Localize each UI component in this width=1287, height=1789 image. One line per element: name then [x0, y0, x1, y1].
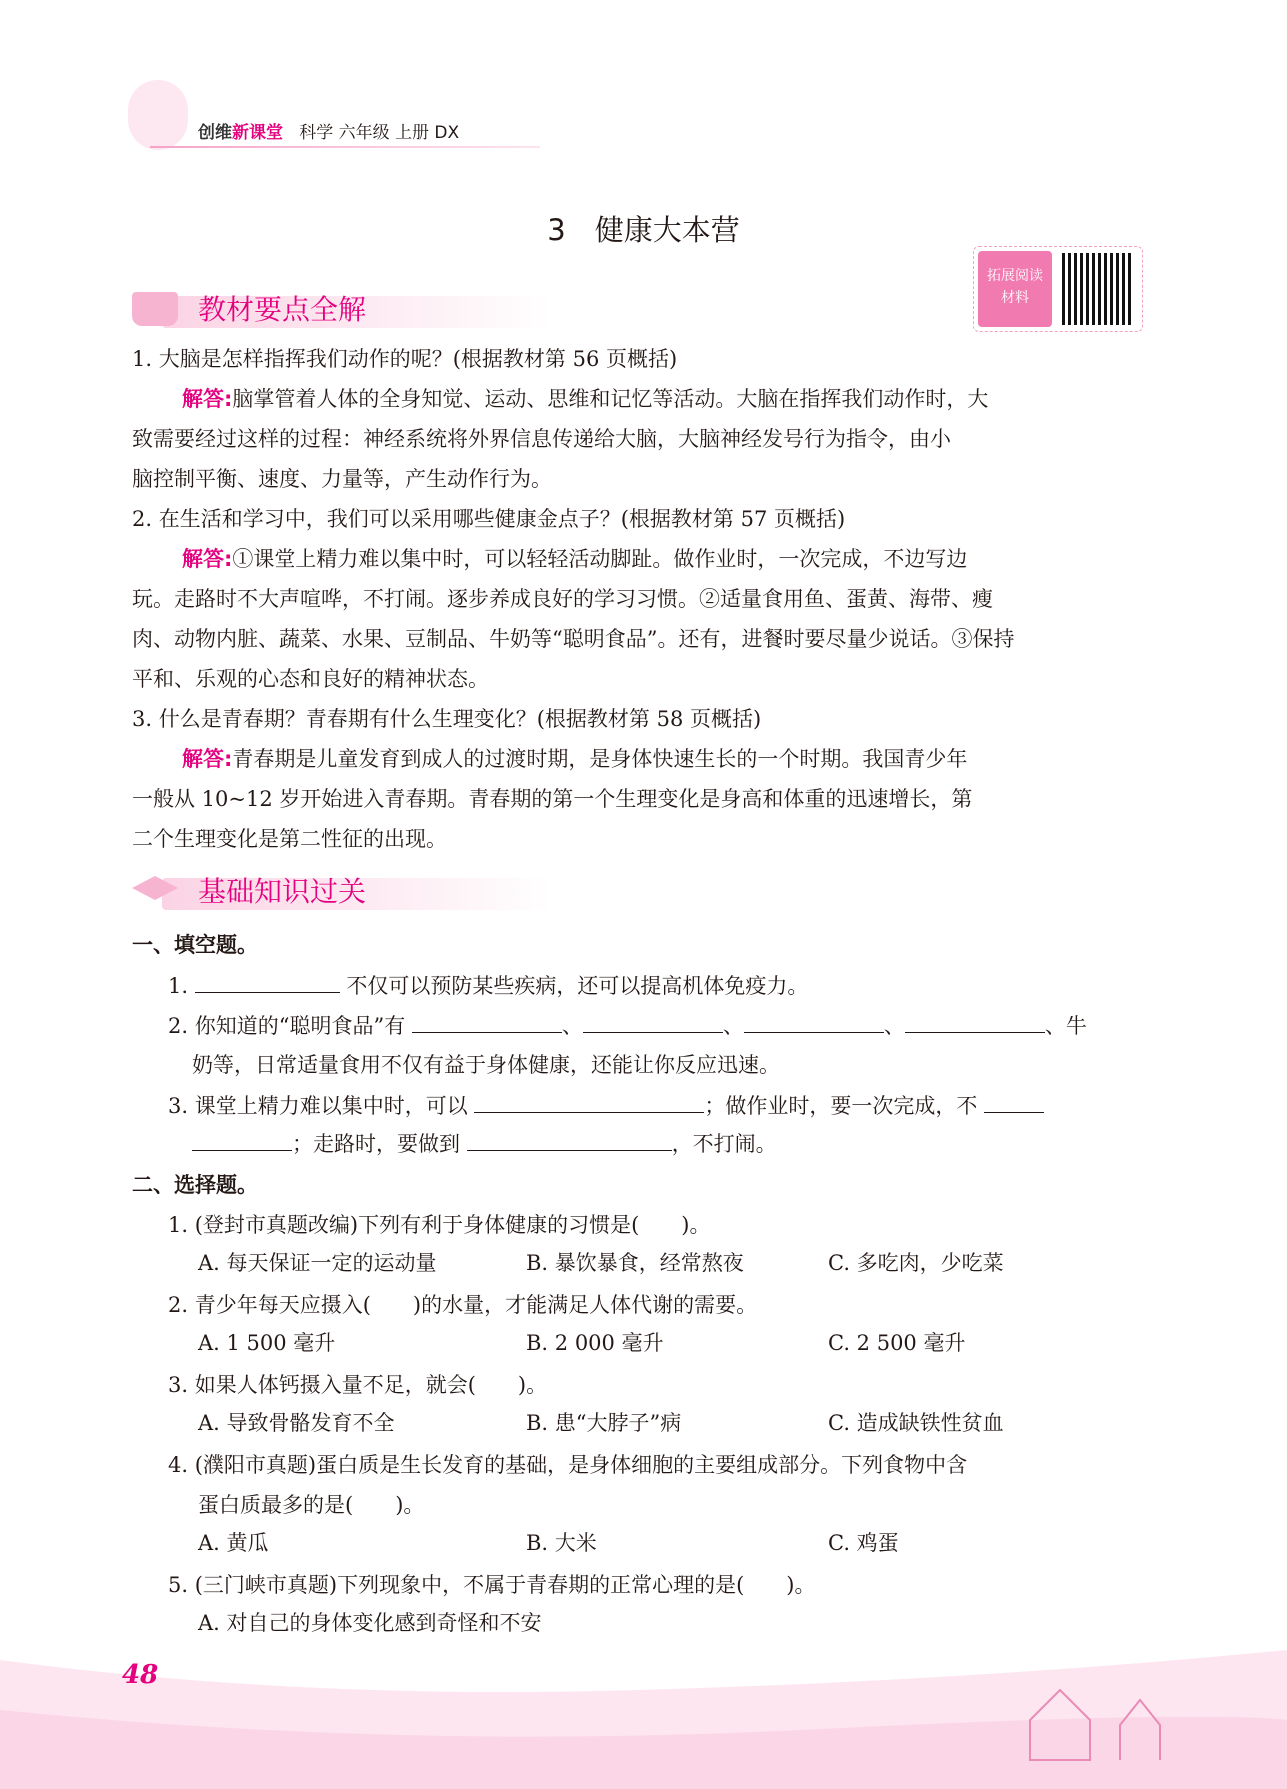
book-icon — [132, 292, 178, 326]
blank[interactable] — [984, 1090, 1044, 1113]
answer-label: 解答: — [182, 747, 233, 771]
choice-options — [198, 1528, 919, 1558]
qr-label-1: 拓展阅读 — [987, 268, 1043, 284]
blank[interactable] — [583, 1010, 723, 1033]
header-mascot-icon — [128, 80, 188, 150]
choice-heading: 二、选择题。 — [132, 1173, 258, 1197]
point-answer-line: 致需要经过这样的过程：神经系统将外界信息传递给大脑，大脑神经发号行为指令，由小 — [132, 427, 951, 451]
blank[interactable] — [474, 1090, 704, 1113]
page-number: 48 — [122, 1660, 159, 1690]
section-title: 教材要点全解 — [198, 293, 367, 326]
running-header — [198, 118, 459, 143]
point-answer-line: 平和、乐观的心态和良好的精神状态。 — [132, 667, 489, 691]
point-answer-line: 解答:脑掌管着人体的全身知觉、运动、思维和记忆等活动。大脑在指挥我们动作时，大 — [182, 387, 989, 411]
lesson-title: 3 健康大本营 — [547, 213, 740, 247]
choice-question: 1. (登封市真题改编)下列有利于身体健康的习惯是( )。 — [168, 1213, 711, 1237]
choice-option[interactable]: A. 对自己的身体变化感到奇怪和不安 — [198, 1611, 542, 1635]
choice-option[interactable]: A. 1 500 毫升 — [198, 1331, 336, 1355]
point-answer-line: 二个生理变化是第二性征的出现。 — [132, 827, 447, 851]
choice-question: 3. 如果人体钙摄入量不足，就会( )。 — [168, 1373, 548, 1397]
fill-heading: 一、填空题。 — [132, 933, 258, 957]
answer-label: 解答: — [182, 387, 233, 411]
choice-option[interactable]: C. 2 500 毫升 — [828, 1331, 966, 1355]
point-question: 1. 大脑是怎样指挥我们动作的呢？(根据教材第 56 页概括) — [132, 347, 678, 371]
point-answer-line: 解答:①课堂上精力难以集中时，可以轻轻活动脚趾。做作业时，一次完成，不边写边 — [182, 547, 968, 571]
footer-wave-decoration — [0, 1640, 1287, 1789]
choice-option[interactable]: B. 2 000 毫升 — [526, 1331, 664, 1355]
qr-label-2: 材料 — [1001, 290, 1029, 306]
choice-option[interactable]: B. 大米 — [526, 1531, 597, 1555]
point-answer-line: 一般从 10~12 岁开始进入青春期。青春期的第一个生理变化是身高和体重的迅速增长，第 — [132, 787, 973, 811]
choice-option[interactable]: C. 造成缺铁性贫血 — [828, 1411, 1004, 1435]
choice-question-cont: 蛋白质最多的是( )。 — [198, 1493, 425, 1517]
blank[interactable] — [905, 1010, 1045, 1033]
blank[interactable] — [744, 1010, 884, 1033]
choice-question: 2. 青少年每天应摄入( )的水量，才能满足人体代谢的需要。 — [168, 1293, 758, 1317]
choice-option[interactable]: B. 患“大脖子”病 — [526, 1411, 682, 1435]
choice-question: 4. (濮阳市真题)蛋白质是生长发育的基础，是身体细胞的主要组成部分。下列食物中含 — [168, 1453, 968, 1477]
choice-options — [198, 1408, 1024, 1438]
choice-option[interactable]: A. 导致骨骼发育不全 — [198, 1411, 395, 1435]
choice-options — [198, 1608, 562, 1638]
subject: 科学 六年级 上册 DX — [299, 123, 460, 143]
point-answer-line: 解答:青春期是儿童发育到成人的过渡时期，是身体快速生长的一个时期。我国青少年 — [182, 747, 968, 771]
qr-extended-reading[interactable] — [973, 246, 1143, 332]
section-title: 基础知识过关 — [198, 875, 367, 908]
qr-code-icon — [1062, 253, 1134, 325]
choice-options — [198, 1248, 1024, 1278]
header-rule — [150, 146, 540, 148]
choice-option[interactable]: A. 每天保证一定的运动量 — [198, 1251, 437, 1275]
brand-a: 创维 — [198, 123, 232, 143]
fill-q1: 1. 不仅可以预防某些疾病，还可以提高机体免疫力。 — [168, 970, 808, 1001]
choice-option[interactable]: C. 鸡蛋 — [828, 1531, 899, 1555]
point-question: 3. 什么是青春期？青春期有什么生理变化？(根据教材第 58 页概括) — [132, 707, 762, 731]
blank[interactable] — [467, 1128, 672, 1151]
choice-options — [198, 1328, 985, 1358]
choice-question: 5. (三门峡市真题)下列现象中，不属于青春期的正常心理的是( )。 — [168, 1573, 816, 1597]
choice-option[interactable]: B. 暴饮暴食，经常熬夜 — [526, 1251, 744, 1275]
point-question: 2. 在生活和学习中，我们可以采用哪些健康金点子？(根据教材第 57 页概括) — [132, 507, 846, 531]
point-answer-line: 玩。走路时不大声喧哗，不打闹。逐步养成良好的学习习惯。②适量食用鱼、蛋黄、海带、瘦 — [132, 587, 993, 611]
point-answer-line: 肉、动物内脏、蔬菜、水果、豆制品、牛奶等“聪明食品”。还有，进餐时要尽量少说话。③保持 — [132, 627, 1015, 651]
choice-option[interactable]: A. 黄瓜 — [198, 1531, 269, 1555]
blank[interactable] — [412, 1010, 562, 1033]
choice-option[interactable]: C. 多吃肉，少吃菜 — [828, 1251, 1004, 1275]
fill-q2-cont: 奶等，日常适量食用不仅有益于身体健康，还能让你反应迅速。 — [192, 1053, 780, 1077]
fill-q2: 2. 你知道的“聪明食品”有 、 、 、 、牛 — [168, 1010, 1087, 1041]
answer-label: 解答: — [182, 547, 233, 571]
blank[interactable] — [192, 1128, 292, 1151]
brand-b: 新课堂 — [232, 123, 283, 143]
point-answer-line: 脑控制平衡、速度、力量等，产生动作行为。 — [132, 467, 552, 491]
fill-q3-cont: ；走路时，要做到 ，不打闹。 — [192, 1128, 777, 1159]
blank[interactable] — [195, 970, 340, 993]
fill-q3: 3. 课堂上精力难以集中时，可以 ；做作业时，要一次完成，不 — [168, 1090, 1044, 1121]
